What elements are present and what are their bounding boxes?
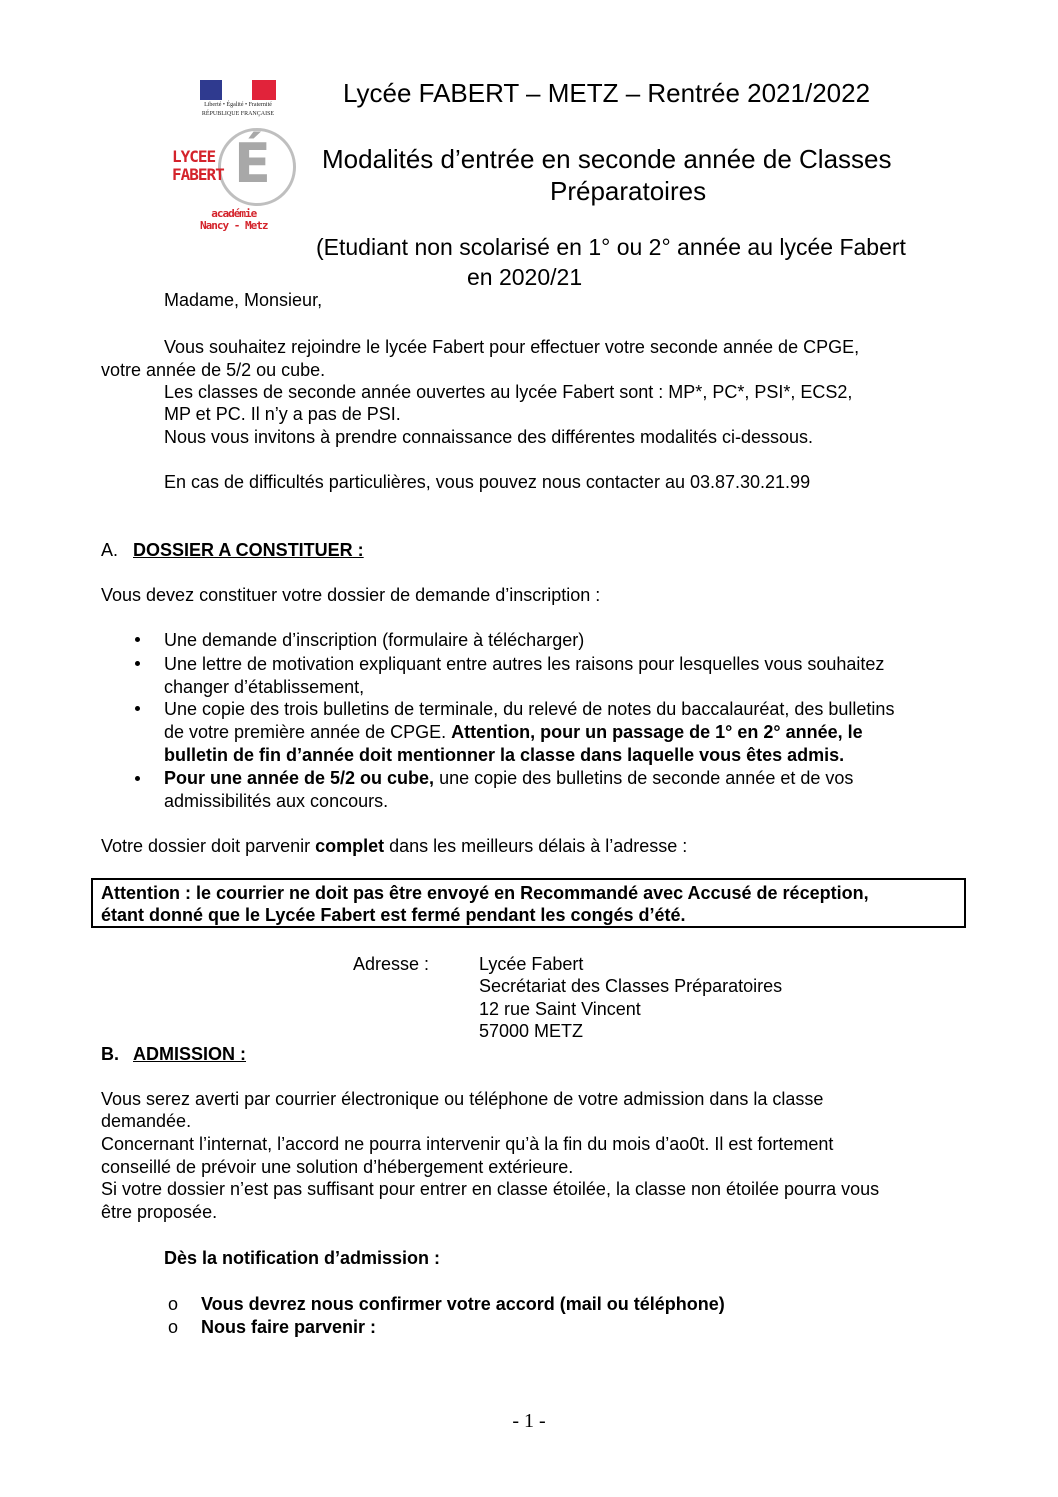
delivery-bold: complet	[315, 836, 385, 856]
section-a-lead: Vous devez constituer votre dossier de demande d’inscription :	[101, 585, 601, 605]
list-item-4-rest: une copie des bulletins de seconde année et de vos	[434, 768, 854, 788]
list-item-3-line2	[164, 721, 863, 744]
logo-school-name	[172, 148, 224, 184]
page-subtitle-line2: Préparatoires	[550, 176, 707, 206]
salutation: Madame, Monsieur,	[164, 290, 323, 310]
bullet-icon	[135, 637, 140, 642]
french-flag-icon	[200, 80, 276, 100]
intro-p3: Nous vous invitons à prendre connaissance des différentes modalités ci-dessous.	[164, 427, 814, 447]
logo-line-lycee: LYCEE	[172, 147, 216, 166]
sub-item-1: Vous devrez nous confirmer votre accord (mail ou téléphone)	[201, 1294, 725, 1314]
circle-bullet-icon: o	[168, 1294, 179, 1314]
list-item-2-line1: Une lettre de motivation expliquant entre autres les raisons pour lesquelles vous souhaitez	[164, 654, 885, 674]
list-item-3-line3: bulletin de fin d’année doit mentionner la classe dans laquelle vous êtes admis.	[164, 745, 845, 765]
page-number: - 1 -	[512, 1410, 546, 1432]
section-b-p2-line2: conseillé de prévoir une solution d’hébergement extérieure.	[101, 1157, 574, 1177]
list-item-1: Une demande d’inscription (formulaire à télécharger)	[164, 630, 585, 650]
lycee-fabert-logo	[170, 128, 295, 238]
address-line-1: Lycée Fabert	[479, 954, 584, 974]
page-note-line2: en 2020/21	[467, 264, 583, 290]
section-a-letter: A.	[101, 540, 119, 560]
section-b-heading: ADMISSION :	[133, 1044, 247, 1064]
rf-motto: Liberté • Égalité • Fraternité	[204, 102, 272, 108]
list-item-2-line2: changer d’établissement,	[164, 677, 365, 697]
section-b-p1-line2: demandée.	[101, 1111, 192, 1131]
section-a-heading: DOSSIER A CONSTITUER :	[133, 540, 364, 560]
list-item-3-line2-bold: Attention, pour un passage de 1° en 2° année, le	[451, 722, 863, 742]
delivery-pre: Votre dossier doit parvenir	[101, 836, 316, 856]
address-label: Adresse :	[353, 954, 430, 974]
list-item-3-line2-normal: de votre première année de CPGE.	[164, 722, 452, 742]
logo-academie-line1: académie	[211, 207, 257, 220]
logo-academie-line2: Nancy - Metz	[200, 219, 268, 232]
section-b-p2-line1: Concernant l’internat, l’accord ne pourra intervenir qu’à la fin du mois d’ao0t. Il est fortement	[101, 1134, 834, 1154]
address-line-3: 12 rue Saint Vincent	[479, 999, 641, 1019]
address-line-2: Secrétariat des Classes Préparatoires	[479, 976, 783, 996]
section-b-p3-line1: Si votre dossier n’est pas suffisant pour entrer en classe étoilée, la classe non étoilée pourra vous	[101, 1179, 880, 1199]
intro-p1-line2: votre année de 5/2 ou cube.	[101, 360, 326, 380]
delivery-post: dans les meilleurs délais à l’adresse :	[384, 836, 688, 856]
intro-p2-line1: Les classes de seconde année ouvertes au lycée Fabert sont : MP*, PC*, PSI*, ECS2,	[164, 382, 853, 402]
page-title: Lycée FABERT – METZ – Rentrée 2021/2022	[343, 78, 871, 108]
section-b-letter: B.	[101, 1044, 119, 1064]
intro-p4: En cas de difficultés particulières, vous pouvez nous contacter au 03.87.30.21.99	[164, 472, 811, 492]
sub-item-2: Nous faire parvenir :	[201, 1317, 377, 1337]
warning-line1: Attention : le courrier ne doit pas être envoyé en Recommandé avec Accusé de réception,	[101, 883, 869, 903]
intro-p2-line2: MP et PC. Il n’y a pas de PSI.	[164, 404, 401, 424]
list-item-4-bold: Pour une année de 5/2 ou cube,	[164, 768, 435, 788]
warning-line2: étant donné que le Lycée Fabert est fermé pendant les congés d’été.	[101, 905, 686, 925]
page-subtitle-line1: Modalités d’entrée en seconde année de Classes	[322, 144, 892, 174]
republique-francaise-logo	[200, 80, 276, 118]
section-b-p1-line1: Vous serez averti par courrier électronique ou téléphone de votre admission dans la classe	[101, 1089, 824, 1109]
list-item-3-line1: Une copie des trois bulletins de terminale, du relevé de notes du baccalauréat, des bulletins	[164, 699, 895, 719]
delivery-text	[101, 835, 687, 858]
bullet-icon	[135, 776, 140, 781]
rf-name: RÉPUBLIQUE FRANÇAISE	[201, 111, 275, 117]
logo-academie	[200, 208, 267, 232]
list-item-4-line2: admissibilités aux concours.	[164, 791, 389, 811]
address-line-4: 57000 METZ	[479, 1021, 584, 1041]
bullet-icon	[135, 706, 140, 711]
page-note-line1: (Etudiant non scolarisé en 1° ou 2° année au lycée Fabert	[316, 234, 906, 260]
logo-letter: É	[234, 132, 271, 195]
logo-line-fabert: FABERT	[172, 165, 224, 184]
intro-p1-line1: Vous souhaitez rejoindre le lycée Fabert pour effectuer votre seconde année de CPGE,	[164, 337, 860, 357]
list-item-4-line1	[164, 767, 853, 790]
circle-bullet-icon: o	[168, 1317, 179, 1337]
section-b-p3-line2: être proposée.	[101, 1202, 218, 1222]
bullet-icon	[135, 661, 140, 666]
notification-label: Dès la notification d’admission :	[164, 1248, 441, 1268]
